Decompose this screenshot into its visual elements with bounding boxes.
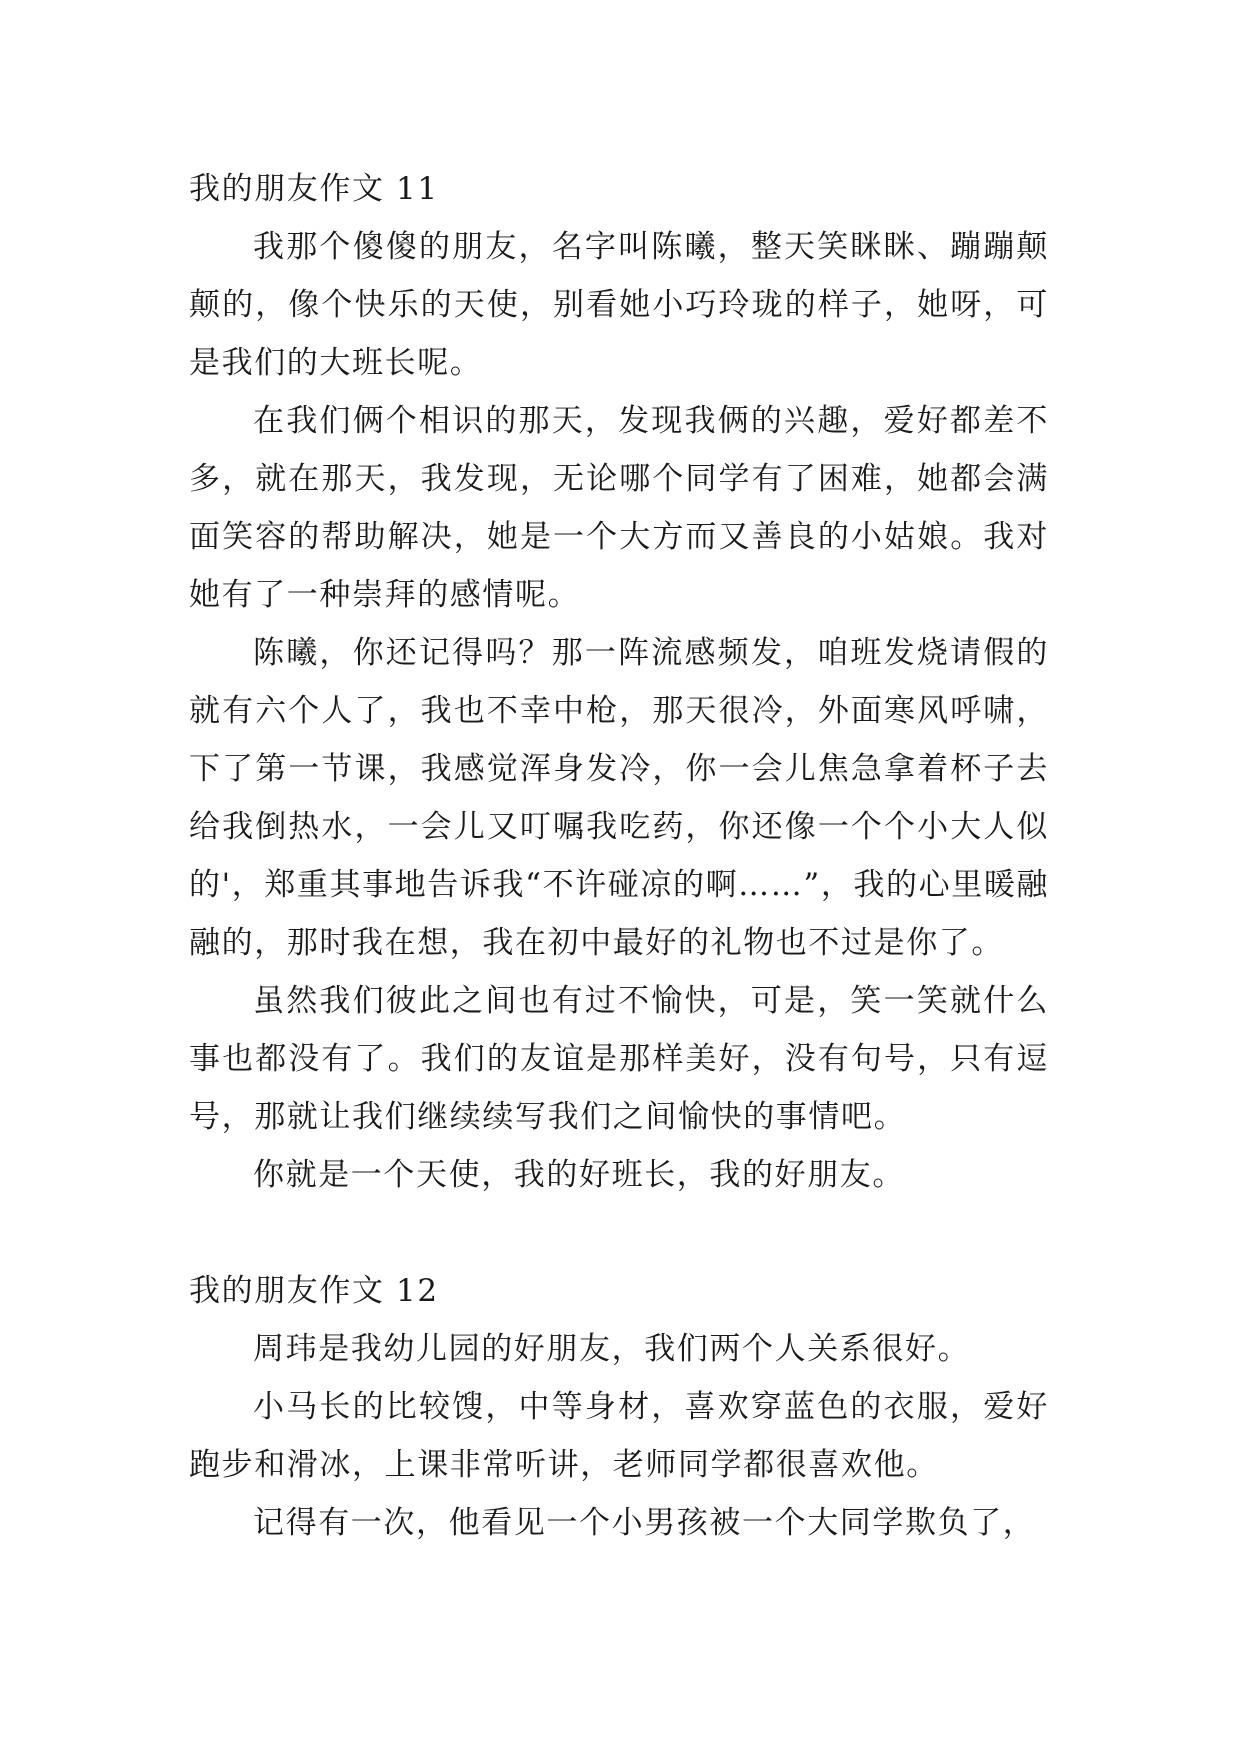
section-spacer	[189, 1204, 1049, 1262]
paragraph: 虽然我们彼此之间也有过不愉快，可是，笑一笑就什么事也都没有了。我们的友谊是那样美好，没有句号，只有逗号，那就让我们继续续写我们之间愉快的事情吧。	[189, 983, 1049, 1135]
paragraph: 陈曦，你还记得吗？那一阵流感频发，咱班发烧请假的就有六个人了，我也不幸中枪，那天很冷，外面寒风呼啸，下了第一节课，我感觉浑身发冷，你一会儿焦急拿着杯子去给我倒热水，一会儿又叮嘱我吃药，你还像一个个小大人似的'，郑重其事地告诉我“不许碰凉的啊……”，我的心里暖融融的，那时我在想，我在初中最好的礼物也不过是你了。	[189, 635, 1050, 961]
paragraph: 周玮是我幼儿园的好朋友，我们两个人关系很好。	[253, 1331, 971, 1367]
paragraph: 小马长的比较馊，中等身材，喜欢穿蓝色的衣服，爱好跑步和滑冰，上课非常听讲，老师同学都很喜欢他。	[189, 1389, 1049, 1483]
document-body	[189, 160, 1049, 1552]
paragraph: 你就是一个天使，我的好班长，我的好朋友。	[253, 1157, 905, 1193]
section-title: 我的朋友作文 11	[189, 171, 439, 207]
paragraph: 我那个傻傻的朋友，名字叫陈曦，整天笑眯眯、蹦蹦颠颠的，像个快乐的天使，别看她小巧玲珑的样子，她呀，可是我们的大班长呢。	[189, 229, 1049, 381]
paragraph: 在我们俩个相识的那天，发现我俩的兴趣，爱好都差不多，就在那天，我发现，无论哪个同学有了困难，她都会满面笑容的帮助解决，她是一个大方而又善良的小姑娘。我对她有了一种崇拜的感情呢。	[189, 403, 1049, 613]
section-title: 我的朋友作文 12	[189, 1273, 439, 1309]
paragraph: 记得有一次，他看见一个小男孩被一个大同学欺负了，	[253, 1505, 1036, 1541]
